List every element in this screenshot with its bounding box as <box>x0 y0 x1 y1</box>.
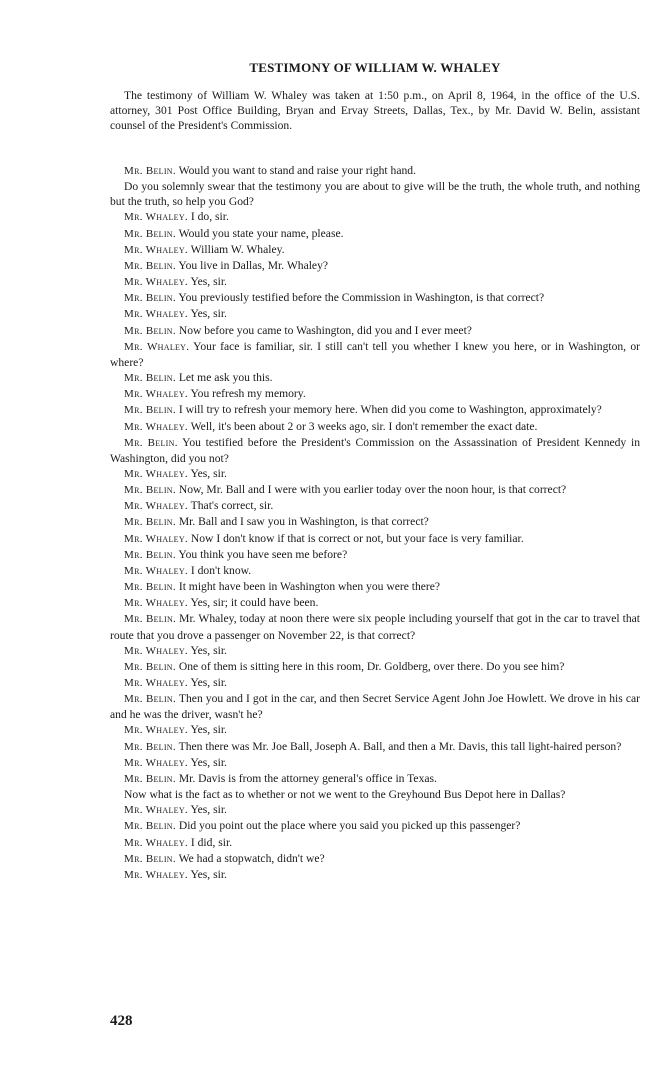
testimony-text: Would you want to stand and raise your right hand. <box>178 164 416 177</box>
testimony-line <box>110 386 640 402</box>
testimony-text: Yes, sir. <box>190 723 227 737</box>
speaker-label: Mr. Belin. <box>124 740 176 753</box>
testimony-line <box>110 563 640 579</box>
testimony-line <box>110 226 640 242</box>
speaker-label: Mr. Belin. <box>124 581 176 594</box>
speaker-label: Mr. Belin. <box>124 372 176 385</box>
testimony-text: You previously testified before the Commission in Washington, is that correct? <box>178 291 545 305</box>
testimony-line <box>110 163 640 179</box>
testimony-text: I will try to refresh your memory here. When did you come to Washington, approximately? <box>178 403 602 417</box>
speaker-label: Mr. Belin. <box>124 259 176 272</box>
testimony-line <box>110 611 640 642</box>
testimony-text: Would you state your name, please. <box>178 226 344 240</box>
testimony-text: I don't know. <box>190 563 252 577</box>
testimony-text: Now before you came to Washington, did you and I ever meet? <box>178 323 472 337</box>
testimony-line <box>110 643 640 659</box>
testimony-line <box>110 306 640 322</box>
speaker-label: Mr. Whaley. <box>124 467 188 480</box>
testimony-line <box>110 482 640 498</box>
testimony-line <box>110 722 640 738</box>
speaker-label: Mr. Whaley. <box>124 276 188 289</box>
speaker-label: Mr. Belin. <box>124 404 176 417</box>
speaker-label: Mr. Whaley. <box>124 500 188 513</box>
speaker-label: Mr. Belin. <box>124 548 176 561</box>
testimony-text: Then there was Mr. Joe Ball, Joseph A. Ball, and then a Mr. Davis, this tall light-haired person? <box>178 739 622 753</box>
speaker-label: Mr. Belin. <box>124 693 177 706</box>
testimony-text: Then you and I got in the car, and then Secret Service Agent John Joe Howlett. We drove in his car and he was the driver, wasn't he? <box>110 692 640 722</box>
speaker-label: Mr. Whaley. <box>124 564 188 577</box>
testimony-text: Yes, sir. <box>190 867 227 881</box>
speaker-label: Mr. Belin. <box>124 165 176 177</box>
testimony-line <box>110 179 640 209</box>
testimony-line <box>110 755 640 771</box>
testimony-line <box>110 339 640 370</box>
testimony-text: Yes, sir; it could have been. <box>190 596 319 610</box>
testimony-line <box>110 419 640 435</box>
testimony-line <box>110 691 640 722</box>
testimony-text: You refresh my memory. <box>190 387 306 401</box>
testimony-text: William W. Whaley. <box>190 242 285 256</box>
speaker-label: Mr. Whaley. <box>124 420 188 433</box>
testimony-line <box>110 514 640 530</box>
testimony-line <box>110 258 640 274</box>
testimony-text: Yes, sir. <box>190 466 227 480</box>
testimony-line <box>110 498 640 514</box>
page-title: TESTIMONY OF WILLIAM W. WHALEY <box>249 60 501 75</box>
testimony-text: Mr. Ball and I saw you in Washington, is that correct? <box>178 515 429 529</box>
testimony-body <box>110 163 640 883</box>
speaker-label: Mr. Belin. <box>124 516 176 529</box>
testimony-line <box>110 274 640 290</box>
testimony-line <box>110 818 640 834</box>
page-number: 428 <box>110 1013 133 1029</box>
speaker-label: Mr. Whaley. <box>124 308 188 321</box>
speaker-label: Mr. Belin. <box>124 324 176 337</box>
speaker-label: Mr. Belin. <box>124 613 177 626</box>
testimony-line <box>110 435 640 466</box>
speaker-label: Mr. Belin. <box>124 772 176 785</box>
testimony-text: Your face is familiar, sir. I still can't tell you whether I knew you here, or in Washington, or where? <box>110 339 640 369</box>
speaker-label: Mr. Belin. <box>124 484 176 497</box>
testimony-line <box>110 851 640 867</box>
intro-text: The testimony of William W. Whaley was taken at 1:50 p.m., on April 8, 1964, in the office of the U.S. attorney, 301 Post Office Building, Bryan and Ervay Streets, Dallas, Tex., by Mr. David W. Belin, assistant counsel of the President's Commission. <box>110 89 640 133</box>
speaker-label: Mr. Whaley. <box>124 804 188 817</box>
testimony-text: Do you solemnly swear that the testimony you are about to give will be the truth, the whole truth, and nothing but the truth, so help you God? <box>110 180 640 209</box>
testimony-text: Yes, sir. <box>190 676 227 689</box>
testimony-text: Let me ask you this. <box>178 371 273 385</box>
testimony-line <box>110 771 640 787</box>
testimony-text: Now I don't know if that is correct or not, but your face is very familiar. <box>190 531 524 545</box>
testimony-text: Mr. Davis is from the attorney general's office in Texas. <box>178 771 437 785</box>
testimony-text: It might have been in Washington when you were there? <box>178 580 441 594</box>
testimony-line <box>110 739 640 755</box>
testimony-text: Yes, sir. <box>190 755 227 769</box>
speaker-label: Mr. Belin. <box>124 660 176 673</box>
testimony-text: Yes, sir. <box>190 307 227 321</box>
speaker-label: Mr. Whaley. <box>124 677 188 689</box>
testimony-text: One of them is sitting here in this room, Dr. Goldberg, over there. Do you see him? <box>178 659 565 673</box>
testimony-text: Did you point out the place where you said you picked up this passenger? <box>178 819 521 833</box>
testimony-text: That's correct, sir. <box>190 499 274 513</box>
testimony-line <box>110 466 640 482</box>
testimony-line <box>110 290 640 306</box>
speaker-label: Mr. Whaley. <box>124 724 188 737</box>
testimony-text: Yes, sir. <box>190 275 227 289</box>
speaker-label: Mr. Whaley. <box>124 340 190 353</box>
testimony-text: You live in Dallas, Mr. Whaley? <box>178 258 329 272</box>
testimony-line <box>110 531 640 547</box>
speaker-label: Mr. Whaley. <box>124 836 188 849</box>
testimony-line <box>110 402 640 418</box>
testimony-line <box>110 370 640 386</box>
speaker-label: Mr. Belin. <box>124 820 176 833</box>
speaker-label: Mr. Belin. <box>124 227 176 240</box>
testimony-text: Now, Mr. Ball and I were with you earlier today over the noon hour, is that correct? <box>178 483 567 497</box>
testimony-line <box>110 802 640 818</box>
testimony-text: We had a stopwatch, didn't we? <box>178 851 325 865</box>
testimony-text: Yes, sir. <box>190 803 227 817</box>
speaker-label: Mr. Whaley. <box>124 388 188 401</box>
testimony-line <box>110 323 640 339</box>
speaker-label: Mr. Whaley. <box>124 211 188 224</box>
testimony-line <box>110 867 640 883</box>
testimony-text: Mr. Whaley, today at noon there were six people including yourself that got in the car to travel that route that you drove a passenger on November 22, is that correct? <box>110 612 641 642</box>
testimony-line <box>110 579 640 595</box>
testimony-text: Well, it's been about 2 or 3 weeks ago, sir. I don't remember the exact date. <box>190 419 538 433</box>
testimony-line <box>110 659 640 675</box>
testimony-text: I did, sir. <box>190 835 233 849</box>
testimony-text: Yes, sir. <box>190 643 227 657</box>
testimony-text: You testified before the President's Commission on the Assassination of President Kennedy in Washington, did you not? <box>110 435 641 465</box>
testimony-text: I do, sir. <box>190 210 229 224</box>
testimony-line <box>110 835 640 851</box>
intro-paragraph <box>110 88 640 134</box>
speaker-label: Mr. Belin. <box>124 436 178 449</box>
testimony-line <box>110 675 640 691</box>
speaker-label: Mr. Whaley. <box>124 532 188 545</box>
speaker-label: Mr. Belin. <box>124 292 176 305</box>
speaker-label: Mr. Whaley. <box>124 868 188 881</box>
testimony-line <box>110 547 640 563</box>
testimony-text: You think you have seen me before? <box>178 547 348 561</box>
speaker-label: Mr. Whaley. <box>124 243 188 256</box>
testimony-line <box>110 209 640 225</box>
speaker-label: Mr. Whaley. <box>124 597 188 610</box>
speaker-label: Mr. Belin. <box>124 852 176 865</box>
testimony-line <box>110 242 640 258</box>
speaker-label: Mr. Whaley. <box>124 756 188 769</box>
testimony-line <box>110 595 640 611</box>
testimony-line <box>110 787 640 802</box>
speaker-label: Mr. Whaley. <box>124 644 188 657</box>
testimony-text: Now what is the fact as to whether or not we went to the Greyhound Bus Depot here in Dallas? <box>124 788 566 802</box>
